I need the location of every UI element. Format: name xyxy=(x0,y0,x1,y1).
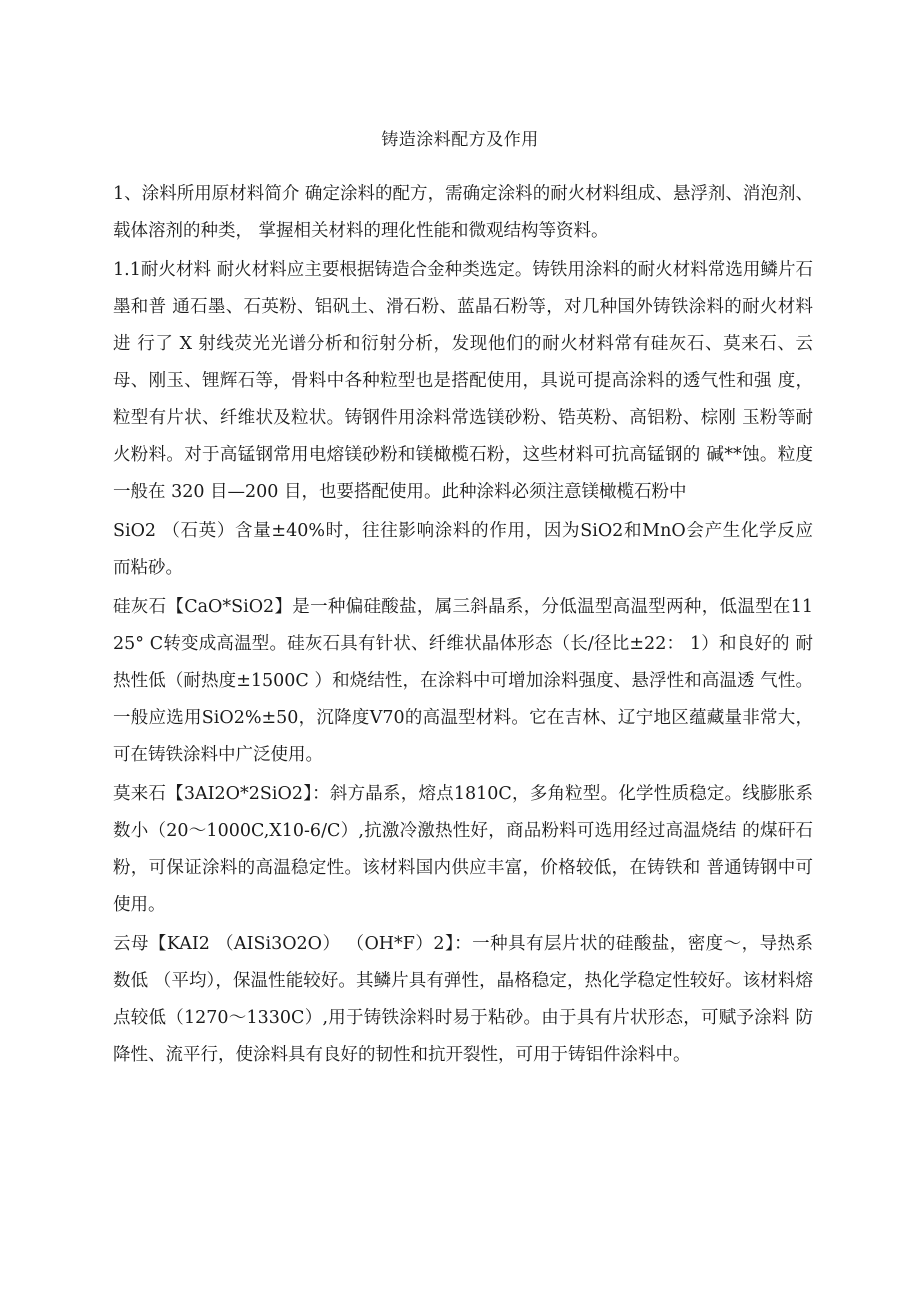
paragraph-sio2-content: SiO2 （石英）含量±40%时，往往影响涂料的作用，因为SiO2和MnO会产生化学反应 而粘砂。 xyxy=(113,521,813,578)
paragraph-refractory-materials: 1.1耐火材料 耐火材料应主要根据铸造合金种类选定。铸铁用涂料的耐火材料常选用鳞片石墨和普 通石墨、石英粉、铝矾土、滑石粉、蓝晶石粉等，对几种国外铸铁涂料的耐火材料进 行了 X 射线荧光光谱分析和衍射分析，发现他们的耐火材料常有硅灰石、莫来石、云 母、刚玉、锂辉石等，骨料中各种粒型也是搭配使用，具说可提高涂料的透气性和强 度，粒型有片状、纤维状及粒状。铸钢件用涂料常选镁砂粉、锆英粉、高铝粉、棕刚 玉粉等耐火粉料。对于高锰钢常用电熔镁砂粉和镁橄榄石粉，这些材料可抗高锰钢的 碱**蚀。粒度一般在 320 目—200 目，也要搭配使用。此种涂料必须注意镁橄榄石粉中 xyxy=(113,260,813,502)
paragraph-mullite: 莫来石【3AI2O*2SiO2】：斜方晶系，熔点1810C，多角粒型。化学性质稳定。线膨胀系数小（20〜1000C,X10-6/C）,抗激冷激热性好，商品粉料可选用经过高温烧结 的煤矸石粉，可保证涂料的高温稳定性。该材料国内供应丰富，价格较低，在铸铁和 普通铸钢中可使用。 xyxy=(113,784,813,915)
paragraph-raw-materials-intro: 1、涂料所用原材料简介 确定涂料的配方，需确定涂料的耐火材料组成、悬浮剂、消泡剂、载体溶剂的种类， 掌握相关材料的理化性能和微观结构等资料。 xyxy=(113,184,813,241)
document-title: 铸造涂料配方及作用 xyxy=(381,130,539,150)
paragraph-mica: 云母【KAI2 （AISi3O2O） （OH*F）2】：一种具有层片状的硅酸盐，密度〜，导热系数低 （平均），保温性能较好。其鳞片具有弹性，晶格稳定，热化学稳定性较好。该材料熔 点较低（1270〜1330C）,用于铸铁涂料时易于粘砂。由于具有片状形态，可赋予涂料 防降性、流平行，使涂料具有良好的韧性和抗开裂性，可用于铸铝件涂料中。 xyxy=(113,934,813,1065)
document-body xyxy=(113,176,813,1076)
paragraph-wollastonite: 硅灰石【CaO*SiO2】是一种偏硅酸盐，属三斜晶系，分低温型高温型两种，低温型在1125° C转变成高温型。硅灰石具有针状、纤维状晶体形态（长/径比±22： 1）和良好的 耐热性低（耐热度±1500C ）和烧结性，在涂料中可增加涂料强度、悬浮性和高温透 气性。一般应选用SiO2%±50，沉降度V70的高温型材料。它在吉林、辽宁地区蕴藏量非常大，可在铸铁涂料中广泛使用。 xyxy=(113,597,813,765)
